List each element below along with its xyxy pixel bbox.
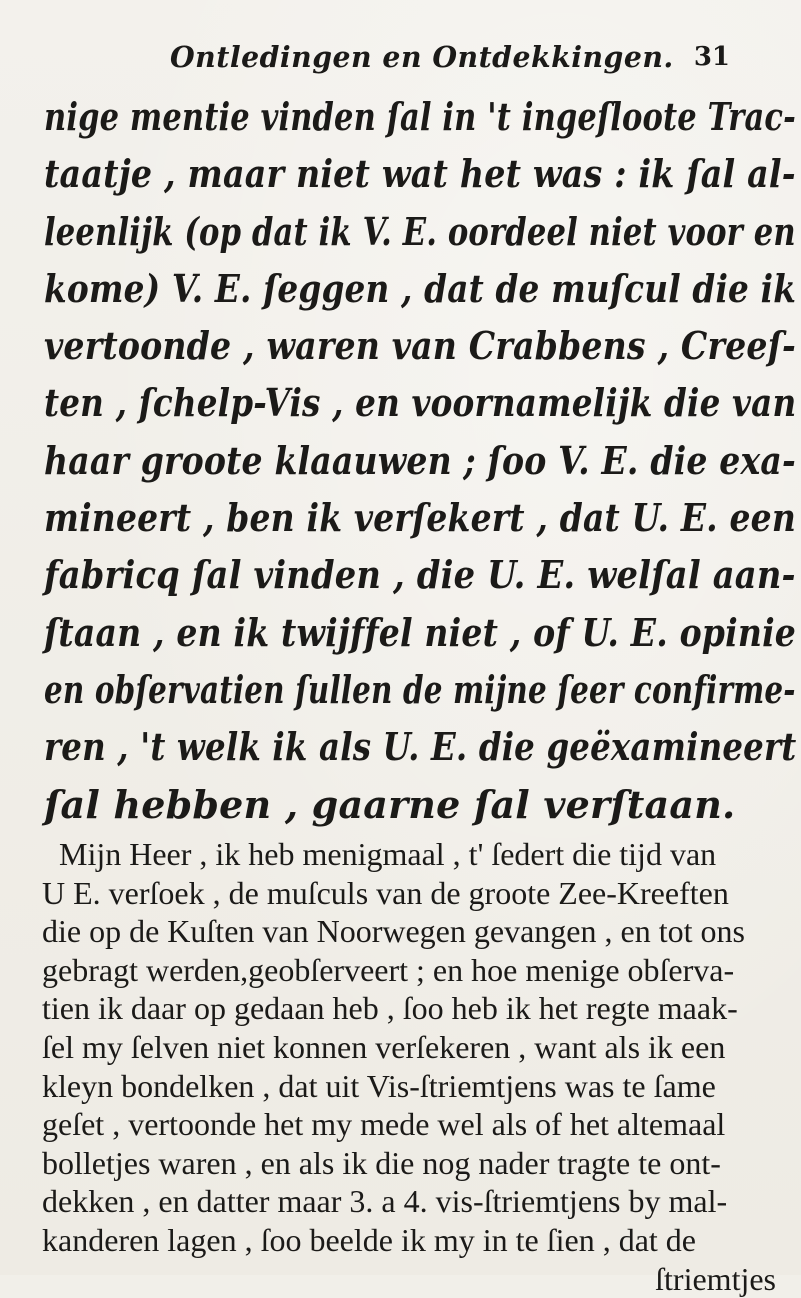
page-number: 31 <box>693 42 730 72</box>
text-line: en obſervatien ſullen de mijne ſeer confirme- <box>44 666 796 712</box>
text-line: gebragt werden,geobſerveert ; en hoe menige obſerva- <box>42 951 735 988</box>
text-line: geſet , vertoonde het my mede wel als of het altemaal <box>42 1106 726 1143</box>
text-line: dekken , en datter maar 3. a 4. vis-ſtriemtjens by mal- <box>42 1183 728 1220</box>
page-header <box>170 40 730 80</box>
text-line: die op de Kuſten van Noorwegen gevangen , en tot ons <box>42 913 745 950</box>
text-line: tien ik daar op gedaan heb , ſoo heb ik het regte maak- <box>42 990 738 1027</box>
text-line: Mijn Heer , ik heb menigmaal , t' ſedert die tijd van <box>59 836 717 872</box>
text-line: vertoonde , waren van Crabbens , Creeſ- <box>44 323 796 369</box>
text-line: ſtaan , en ik twijffel niet , of U. E. opinie <box>44 609 797 655</box>
text-line: bolletjes waren , en als ik die nog nader tragte te ont- <box>42 1144 721 1181</box>
text-line: nige mentie vinden ſal in 't ingeſloote Trac- <box>44 94 796 139</box>
roman-paragraph <box>42 835 794 1298</box>
text-line: ſal hebben , gaarne ſal verſtaan. <box>44 781 736 827</box>
catchword: ſtriemtjes <box>655 1260 776 1297</box>
text-line: haar groote klaauwen ; ſoo V. E. die exa- <box>44 437 796 483</box>
text-line: kleyn bondelken , dat uit Vis-ſtriemtjens was te ſame <box>42 1067 716 1104</box>
text-line: ten , ſchelp-Vis , en voornamelijk die van <box>44 380 797 426</box>
italic-passage <box>44 88 796 833</box>
running-title: Ontledingen en Ontdekkingen. <box>170 40 674 74</box>
text-line: mineert , ben ik verſekert , dat U. E. een <box>44 495 796 541</box>
text-line: ſel my ſelven niet konnen verſekeren , want als ik een <box>42 1028 726 1065</box>
text-line: leenlijk (op dat ik V. E. oordeel niet voor en <box>44 208 796 254</box>
text-line: kanderen lagen , ſoo beelde ik my in te ſien , dat de <box>42 1221 696 1258</box>
text-line: ren , 't welk ik als U. E. die geëxamineert <box>44 724 797 770</box>
text-line: taatje , maar niet wat het was : ik ſal al- <box>44 151 796 197</box>
text-line: kome) V. E. ſeggen , dat de muſcul die ik <box>44 265 797 311</box>
text-line: U E. verſoek , de muſculs van de groote Zee-Kreeften <box>42 874 729 911</box>
text-line: fabricq ſal vinden , die U. E. welſal aan- <box>44 552 796 598</box>
